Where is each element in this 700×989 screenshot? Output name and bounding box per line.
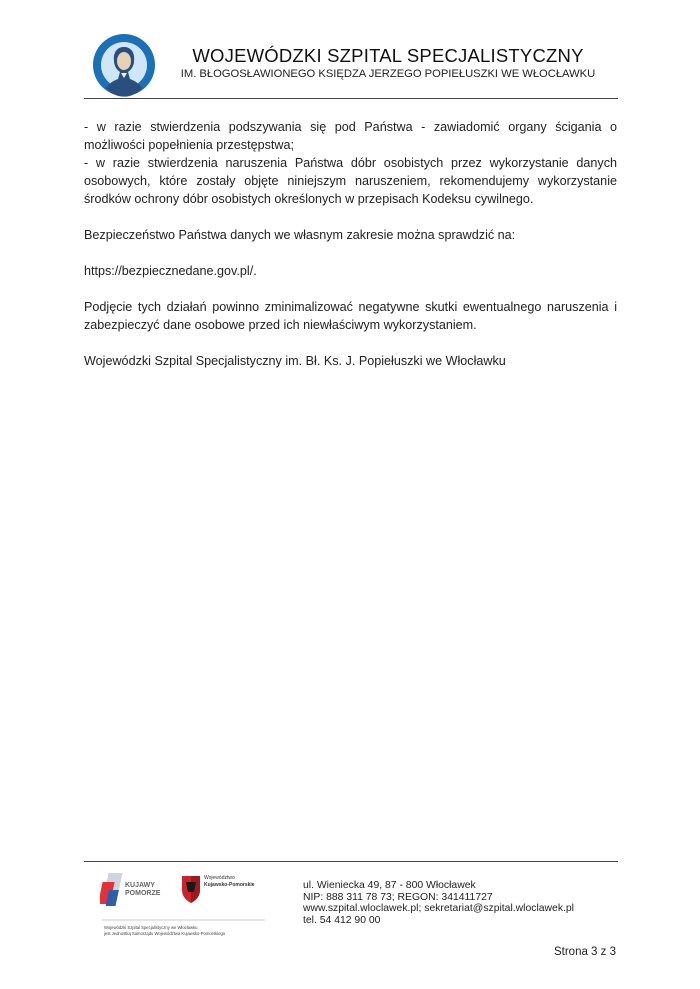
footer-phone: tel. 54 412 90 00 <box>303 914 381 926</box>
body-bullet-2: - w razie stwierdzenia naruszenia Państwa dóbr osobistych przez wykorzystanie danych osobowych, które zostały objęte niniejszym naruszeniem, rekomendujemy wykorzystanie środków ochrony dóbr osobistych określonych w przepisach Kodeksu cywilnego. <box>84 156 617 206</box>
hospital-name-subtitle: IM. BŁOGOSŁAWIONEGO KSIĘDZA JERZEGO POPIEŁUSZKI WE WŁOCŁAWKU <box>180 68 596 80</box>
body-paragraph-mitigation: Podjęcie tych działań powinno zminimalizować negatywne skutki ewentualnego naruszenia i zabezpieczyć dane osobowe przed ich niewłaściwym wykorzystaniem. <box>84 300 617 332</box>
hospital-seal-logo <box>92 33 156 97</box>
footer-address: ul. Wieniecka 49, 87 - 800 Włocławek <box>303 880 476 891</box>
wojewodztwo-coat-of-arms <box>182 875 255 903</box>
header-divider <box>84 98 618 99</box>
footer-contact-block <box>303 880 574 926</box>
footer-web-email[interactable]: www.szpital.wloclawek.pl; sekretariat@szpital.wloclawek.pl <box>303 903 574 915</box>
signature-line: Wojewódzki Szpital Specjalistyczny im. Bł. Ks. J. Popiełuszki we Włocławku <box>84 354 506 368</box>
wojewodztwo-text-2: Kujawsko-Pomorskie <box>204 882 255 888</box>
letter-body <box>84 118 617 388</box>
hospital-name-title: WOJEWÓDZKI SZPITAL SPECJALISTYCZNY <box>192 45 584 66</box>
body-link-url[interactable]: https://bezpiecznedane.gov.pl/. <box>84 264 257 278</box>
body-bullet-1: - w razie stwierdzenia podszywania się pod Państwa - zawiadomić organy ścigania o możliwości popełnienia przestępstwa; <box>84 120 617 152</box>
footer-logos <box>100 866 275 941</box>
body-paragraph-check: Bezpieczeństwo Państwa danych we własnym zakresie można sprawdzić na: <box>84 228 516 242</box>
footer-note-2: jest Jednostką Samorządu Województwa Kujawsko-Pomorskiego <box>104 931 226 936</box>
kujawy-text-2: POMORZE <box>125 890 161 897</box>
wojewodztwo-text-1: Województwo <box>204 875 235 881</box>
footer-divider <box>84 861 618 862</box>
kujawy-text-1: KUJAWY <box>125 882 155 889</box>
footer-nip-regon: NIP: 888 311 78 73; REGON: 341411727 <box>303 891 493 903</box>
kujawy-pomorze-logo <box>100 873 161 906</box>
page-number: Strona 3 z 3 <box>553 946 616 958</box>
letterhead <box>0 0 700 100</box>
footer-note-1: Wojewódzki Szpital Specjalistyczny we Włocławku <box>104 925 198 930</box>
